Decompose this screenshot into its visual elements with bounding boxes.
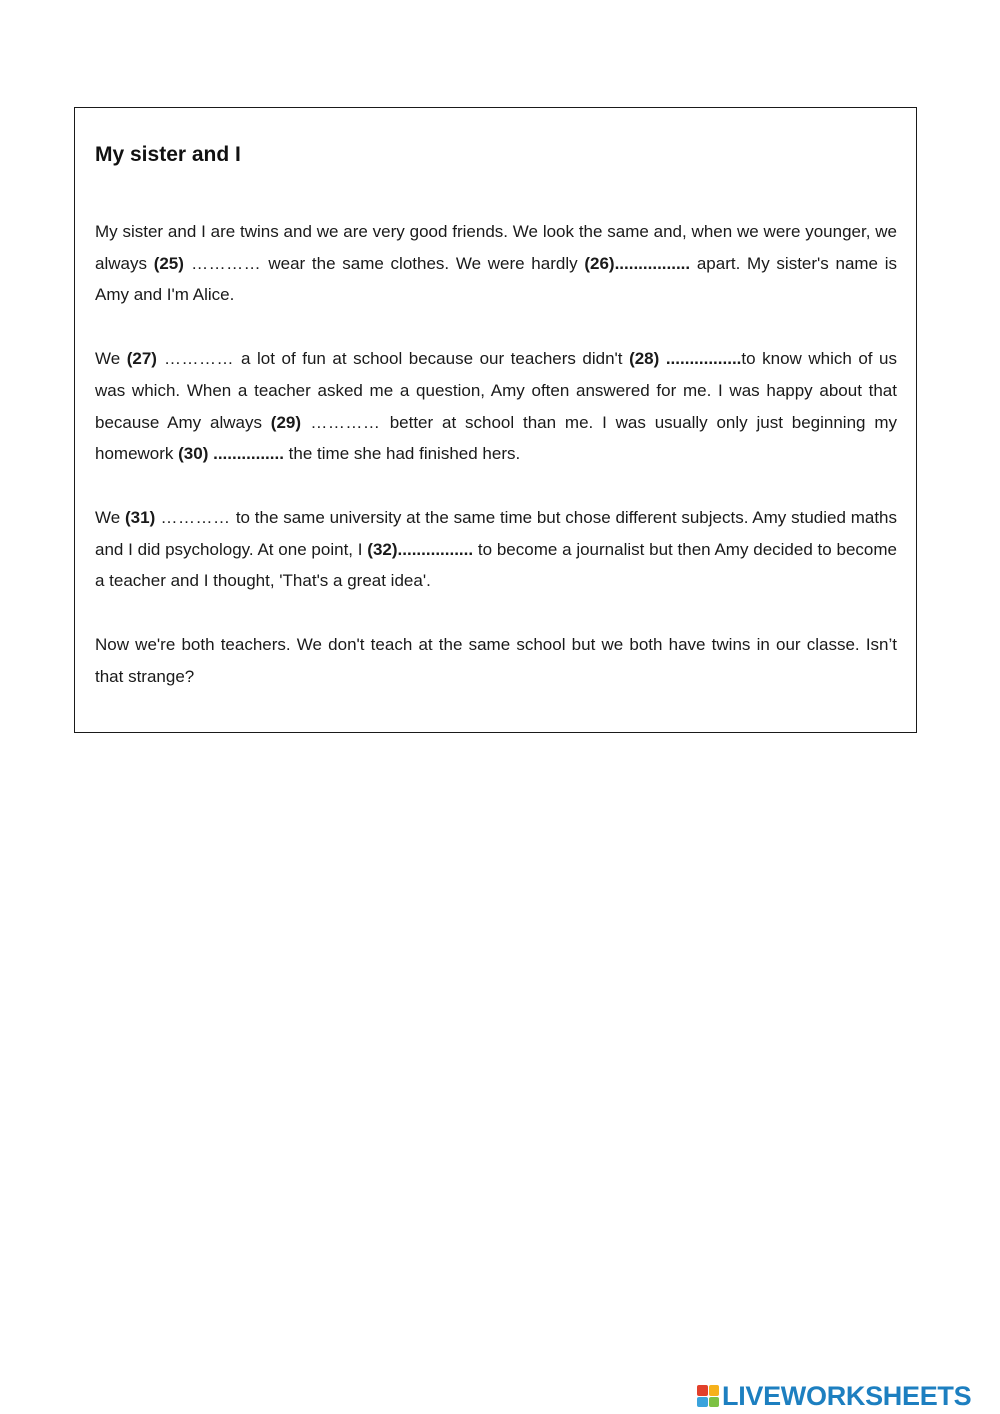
logo-text: LIVEWORKSHEETS bbox=[722, 1381, 972, 1411]
paragraph-4: Now we're both teachers. We don't teach at the same school but we both have twins in our classe. Isn’t that strange? bbox=[95, 635, 897, 686]
gap-blank-26[interactable]: ................ bbox=[614, 253, 691, 273]
reading-text-box bbox=[74, 107, 917, 733]
gap-number-26: (26) bbox=[584, 253, 615, 273]
gap-number-30: (30) bbox=[178, 444, 209, 464]
gap-blank-27[interactable]: ………… bbox=[156, 349, 242, 369]
paragraph-3-text-a: We bbox=[95, 507, 125, 527]
paragraph-1 bbox=[95, 216, 897, 311]
gap-number-27: (27) bbox=[126, 349, 157, 369]
gap-number-25: (25) bbox=[153, 253, 184, 273]
liveworksheets-logo bbox=[697, 1380, 971, 1412]
paragraph-2 bbox=[95, 343, 897, 470]
text-title: My sister and I bbox=[95, 143, 241, 166]
gap-number-32: (32) bbox=[367, 539, 398, 559]
gap-blank-25[interactable]: ………… bbox=[183, 253, 269, 273]
paragraph-2-text-a: We bbox=[95, 349, 127, 369]
paragraph-3 bbox=[95, 502, 897, 597]
paragraph-2-text-d: better at school than me. I was usually only just beginning my homework bbox=[95, 412, 897, 464]
gap-blank-32[interactable]: ................ bbox=[397, 539, 474, 559]
paragraph-2-text-b: a lot of fun at school because our teachers didn't bbox=[241, 349, 630, 369]
paragraph-2-text-e: the time she had finished hers. bbox=[283, 444, 521, 464]
gap-blank-31[interactable]: ………… bbox=[155, 507, 236, 527]
gap-number-29: (29) bbox=[270, 412, 302, 432]
gap-number-28: (28) bbox=[629, 349, 660, 369]
paragraph-3-text-b: to the same university at the same time but chose different subjects. Amy studied maths and I did psychology. At one point, I bbox=[95, 507, 897, 559]
paragraph-1-text-a: My sister and I are twins and we are very good friends. We look the same and, when we were younger, we always bbox=[95, 222, 897, 273]
gap-blank-28[interactable]: ................ bbox=[659, 349, 742, 369]
gap-blank-29[interactable]: ………… bbox=[301, 412, 390, 432]
paragraph-1-text-c: apart. My sister's name is Amy and I'm Alice. bbox=[95, 253, 897, 305]
gap-blank-30[interactable]: ............... bbox=[208, 444, 284, 464]
paragraph-1-text-b: wear the same clothes. We were hardly bbox=[268, 253, 585, 273]
gap-number-31: (31) bbox=[125, 507, 156, 527]
paragraph-3-text-c: to become a journalist but then Amy decided to become a teacher and I thought, 'That's a great idea'. bbox=[95, 539, 897, 591]
liveworksheets-mark-icon bbox=[697, 1385, 719, 1407]
paragraph-2-text-c: to know which of us was which. When a teacher asked me a question, Amy often answered for me. I was happy about that because Amy always bbox=[95, 349, 897, 432]
